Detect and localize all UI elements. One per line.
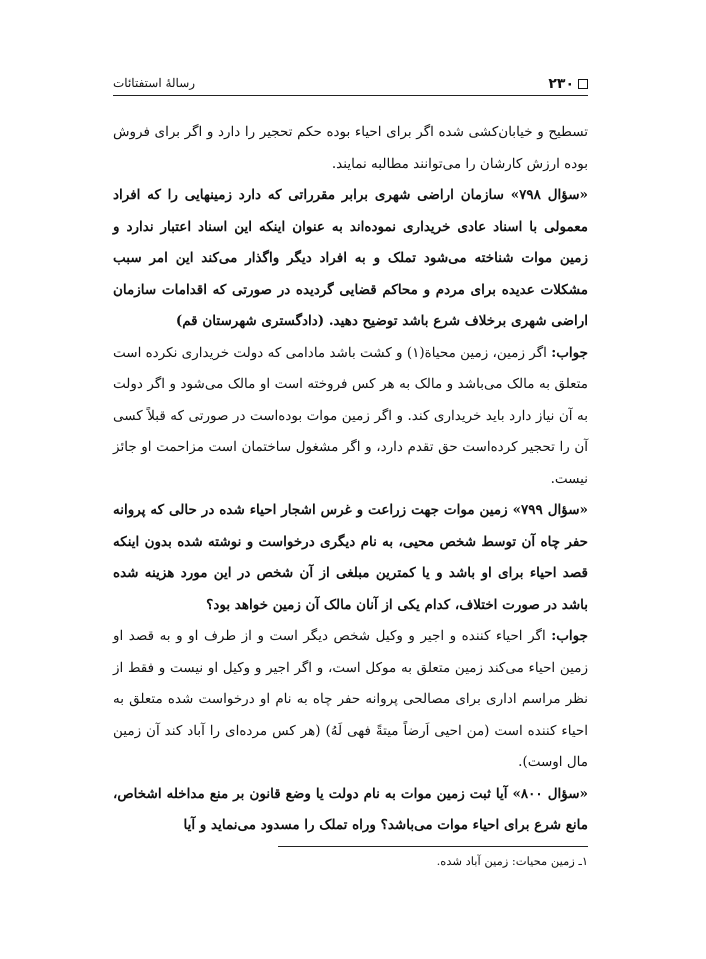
header-rule: [113, 95, 588, 96]
page-header: [113, 66, 588, 92]
answer-text: اگر زمین، زمین محیاة(۱) و کشت باشد مادامی که دولت خریداری نکرده است متعلق به مالک می‌باشد و مالک به هر کس فروخته است او مالک می‌شود و اگر دولت به آن نیاز دارد باید خریداری کند. و اگر زمین موات بوده‌است در صورتی که قبلاً کسی آن را تحجیر کرده‌است حق تقدم دارد، و اگر مشغول ساختمان است مزاحمت او جائز نیست.: [113, 344, 588, 487]
running-title: رسالهٔ استفتائات: [113, 76, 196, 90]
question-label: «سؤال ۷۹۸»: [510, 187, 588, 203]
footnote: ۱ـ زمین محیات: زمین آباد شده.: [436, 854, 588, 868]
answer-799: [113, 621, 588, 779]
page-number: ۲۳۰: [548, 76, 574, 92]
answer-798: [113, 338, 588, 496]
square-bullet-icon: [578, 79, 588, 89]
paragraph-text: تسطیح و خیابان‌کشی شده اگر برای احیاء بوده حکم تحجیر را دارد و اگر برای فروش بوده ارزش کارشان را می‌توانند مطالبه نمایند.: [113, 124, 588, 172]
question-798: [113, 180, 588, 338]
question-label: «سؤال ۷۹۹»: [512, 502, 588, 518]
question-label: «سؤال ۸۰۰»: [512, 785, 588, 802]
page-body: [113, 117, 588, 842]
answer-text: اگر احیاء کننده و اجیر و وکیل شخص دیگر است و از طرف او و به قصد او زمین احیاء می‌کند زمین متعلق به موکل است، و اگر اجیر و وکیل او نیست و فقط از نظر مراسم اداری برای مصالحی پروانه حفر چاه به نام او درخواست شده متعلق به احیاء کننده است (من احیی اَرضاً میتةً فهی لَهُ) (هر کس مرده‌ای را آباد کند آن زمین مال اوست).: [113, 628, 588, 770]
question-text: آیا ثبت زمین موات به نام دولت یا وضع قانون بر منع مداخله اشخاص، مانع شرع برای احیاء موات می‌باشد؟ وراه تملک را مسدود می‌نماید و آیا: [113, 785, 588, 833]
page-number-block: [548, 76, 588, 92]
footnote-rule: [278, 846, 588, 847]
question-799: [113, 495, 588, 621]
answer-label: جواب:: [551, 628, 588, 644]
question-800: [113, 779, 588, 842]
paragraph-continuation: [113, 117, 588, 180]
question-text: زمین موات جهت زراعت و غرس اشجار احیاء شده در حالی که پروانه حفر چاه آن توسط شخص محیی، به نام دیگری درخواست و نوشته شده بدون اینکه قصد احیاء برای او باشد و یا کمترین مبلغی از آن شخص در این مورد هزینه شده باشد در صورت اختلاف، کدام یکی از آنان مالک آن زمین خواهد بود؟: [113, 502, 588, 613]
answer-label: جواب:: [551, 344, 588, 361]
question-text: سازمان اراضی شهری برابر مقرراتی که دارد زمینهایی را که افراد معمولی با اسناد عادی خریداری نموده‌اند به عنوان اینکه این اسناد اعتبار ندارد و زمین موات شناخته می‌شود تملک و به افراد دیگر واگذار می‌کند این امر سبب مشکلات عدیده برای مردم و محاکم قضایی گردیده در صورتی که اقدامات سازمان اراضی شهری برخلاف شرع باشد توضیح دهید. (دادگستری شهرستان قم): [113, 187, 588, 329]
